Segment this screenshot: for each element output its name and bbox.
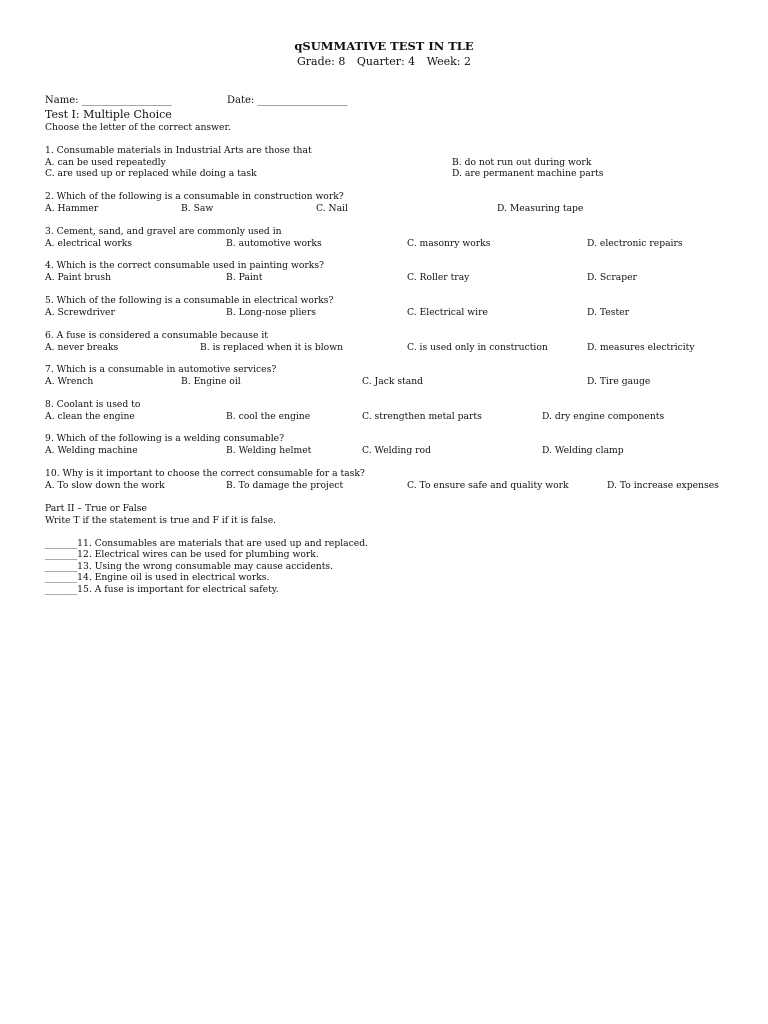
- option-a: A. Hammer: [45, 203, 99, 214]
- option-c: C. strengthen metal parts: [362, 411, 482, 422]
- question-stem: 2. Which of the following is a consumable in construction work?: [45, 191, 344, 202]
- option-d: D. Measuring tape: [497, 203, 584, 214]
- option-a: A. clean the engine: [45, 411, 135, 422]
- date-field: Date: __________________: [227, 95, 348, 106]
- option-d: D. Tire gauge: [587, 376, 651, 387]
- option-d: D. electronic repairs: [587, 238, 683, 249]
- option-a: A. Welding machine: [45, 445, 138, 456]
- option-c: C. Nail: [316, 203, 348, 214]
- option-c: C. To ensure safe and quality work: [407, 480, 569, 491]
- week-text: Week: 2: [426, 55, 471, 68]
- option-a: A. Paint brush: [45, 272, 112, 283]
- grade-quarter-week-line: [0, 56, 768, 67]
- question-stem: 4. Which is the correct consumable used in painting works?: [45, 260, 324, 271]
- question-stem: 9. Which of the following is a welding consumable?: [45, 433, 284, 444]
- question-stem: 6. A fuse is considered a consumable because it: [45, 330, 268, 341]
- question-stem: 1. Consumable materials in Industrial Arts are those that: [45, 145, 312, 156]
- option-a: A. can be used repeatedly: [45, 157, 166, 168]
- page-title: qSUMMATIVE TEST IN TLE: [294, 39, 474, 53]
- question-stem: 5. Which of the following is a consumable in electrical works?: [45, 295, 334, 306]
- part2-heading: Part II – True or False: [45, 503, 147, 514]
- test1-heading: Test I: Multiple Choice: [45, 108, 172, 121]
- quarter-text: Quarter: 4: [356, 55, 416, 68]
- option-d: D. are permanent machine parts: [452, 168, 604, 179]
- option-c: C. are used up or replaced while doing a task: [45, 168, 257, 179]
- grade-text: Grade: 8: [297, 55, 346, 68]
- name-field: Name: __________________: [45, 95, 172, 106]
- true-false-item: _______14. Engine oil is used in electrical works.: [45, 572, 270, 583]
- option-b: B. cool the engine: [226, 411, 311, 422]
- option-b: B. do not run out during work: [452, 157, 592, 168]
- question-stem: 3. Cement, sand, and gravel are commonly used in: [45, 226, 282, 237]
- option-d: D. measures electricity: [587, 342, 695, 353]
- true-false-item: _______15. A fuse is important for electrical safety.: [45, 584, 279, 595]
- option-c: C. Roller tray: [407, 272, 470, 283]
- option-a: A. To slow down the work: [45, 480, 165, 491]
- option-c: C. masonry works: [407, 238, 491, 249]
- option-a: A. electrical works: [45, 238, 133, 249]
- option-b: B. Long-nose pliers: [226, 307, 316, 318]
- option-b: B. To damage the project: [226, 480, 344, 491]
- option-b: B. Engine oil: [181, 376, 241, 387]
- question-stem: 8. Coolant is used to: [45, 399, 141, 410]
- option-b: B. Saw: [181, 203, 214, 214]
- option-b: B. is replaced when it is blown: [200, 342, 343, 353]
- option-b: B. Welding helmet: [226, 445, 312, 456]
- option-b: B. Paint: [226, 272, 263, 283]
- test1-instruction: Choose the letter of the correct answer.: [45, 122, 231, 133]
- option-d: D. To increase expenses: [607, 480, 719, 491]
- true-false-item: _______12. Electrical wires can be used for plumbing work.: [45, 549, 319, 560]
- option-a: A. Screwdriver: [45, 307, 115, 318]
- true-false-item: _______13. Using the wrong consumable may cause accidents.: [45, 561, 334, 572]
- option-b: B. automotive works: [226, 238, 322, 249]
- question-stem: 10. Why is it important to choose the correct consumable for a task?: [45, 468, 365, 479]
- option-c: C. Jack stand: [362, 376, 424, 387]
- option-a: A. Wrench: [45, 376, 94, 387]
- option-d: D. Welding clamp: [542, 445, 624, 456]
- option-d: D. Scraper: [587, 272, 637, 283]
- question-stem: 7. Which is a consumable in automotive services?: [45, 364, 277, 375]
- option-d: D. Tester: [587, 307, 629, 318]
- option-d: D. dry engine components: [542, 411, 665, 422]
- option-a: A. never breaks: [45, 342, 119, 353]
- true-false-item: _______11. Consumables are materials that are used up and replaced.: [45, 538, 369, 549]
- option-c: C. Electrical wire: [407, 307, 488, 318]
- option-c: C. Welding rod: [362, 445, 431, 456]
- part2-instruction: Write T if the statement is true and F if it is false.: [45, 515, 277, 526]
- option-c: C. is used only in construction: [407, 342, 548, 353]
